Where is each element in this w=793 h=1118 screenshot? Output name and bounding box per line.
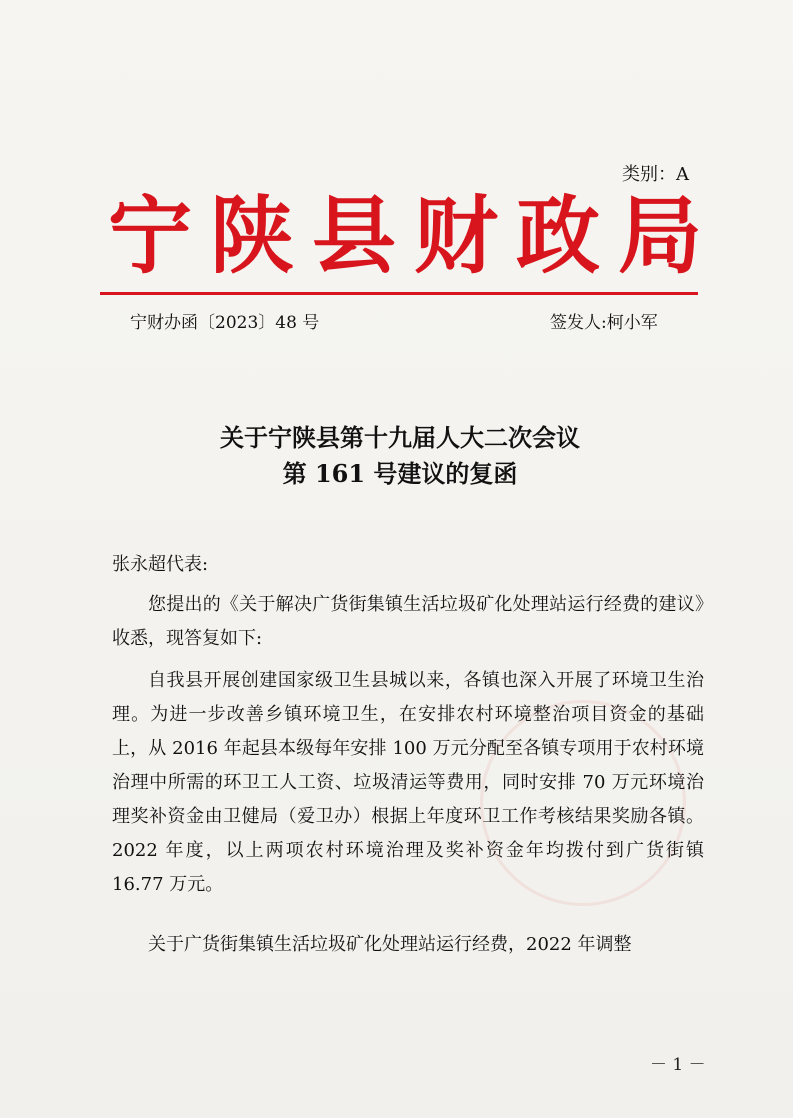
paragraph-1: 您提出的《关于解决广货街集镇生活垃圾矿化处理站运行经费的建议》收悉，现答复如下: — [112, 594, 704, 649]
paragraph-2: 自我县开展创建国家级卫生县城以来，各镇也深入开展了环境卫生治理。为进一步改善乡镇环境卫生，在安排农村环境整治项目资金的基础上，从 2016 年起县本级每年安排 100 万元分配至各镇专项用于农村环境治理中所需的环卫工人工资、垃圾清运等费用，同时安排 70 万元环境治理奖补资金由卫健局（爱卫办）根据上年度环卫工作考核结果奖励各镇。2022 年度，以上两项农村环境治理及奖补资金年均拨付到广货街镇 16.77 万元。 — [112, 670, 704, 895]
category-label: 类别：A — [622, 164, 689, 185]
red-divider-line — [100, 292, 698, 295]
document-number: 宁财办函〔2023〕48 号 — [130, 313, 320, 333]
paragraph-3: 关于广货街集镇生活垃圾矿化处理站运行经费，2022 年调整 — [148, 934, 632, 955]
salutation: 张永超代表: — [112, 554, 209, 575]
signer: 签发人:柯小军 — [550, 313, 658, 333]
page-number: － 1 － — [650, 1055, 706, 1075]
document-title-line-1: 关于宁陕县第十九届人大二次会议 — [220, 423, 580, 452]
masthead-title: 宁陕县财政局 — [108, 186, 721, 285]
document-title-line-2: 第 161 号建议的复函 — [282, 459, 518, 488]
